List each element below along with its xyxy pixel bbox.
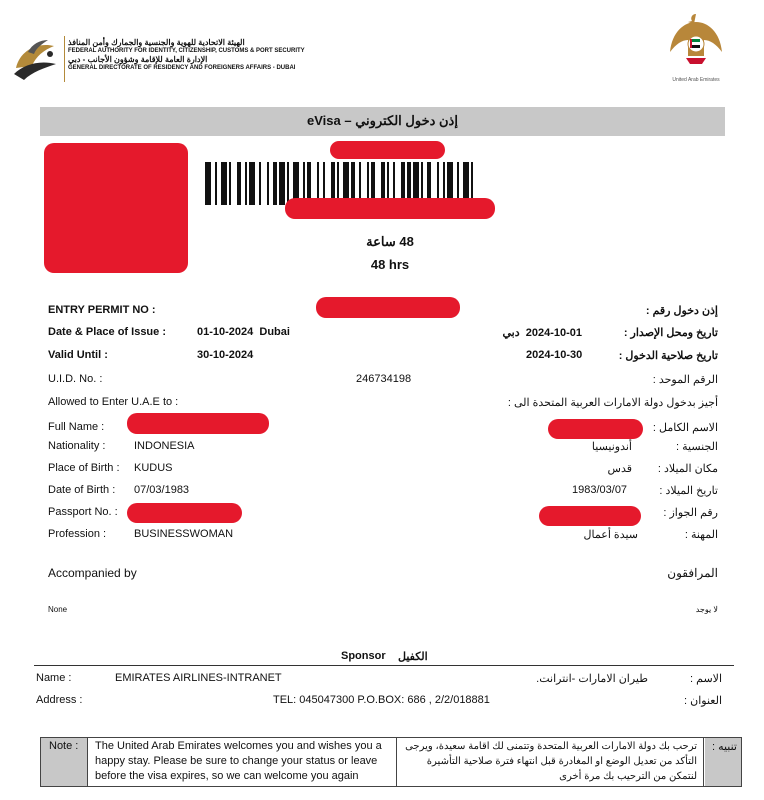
- dob-value-ar: 1983/03/07: [572, 484, 628, 496]
- authority-divider: [64, 36, 65, 82]
- emblem-caption: United Arab Emirates: [672, 77, 720, 83]
- authority-ar-1: الهيئة الاتحادية للهوية والجنسية والجمارك وأمن المنافذ: [68, 38, 245, 47]
- uid-label-ar: الرقم الموحد :: [652, 374, 718, 386]
- allowed-label-en: Allowed to Enter U.A.E to :: [48, 396, 179, 408]
- dob-value-en: 07/03/1983: [134, 484, 190, 496]
- uid-value: 246734198: [356, 373, 412, 385]
- allowed-label-ar: أجيز بدخول دولة الامارات العربية المتحدة الى :: [507, 397, 718, 409]
- sponsor-name-label-en: Name :: [36, 672, 72, 684]
- dob-label-ar: تاريخ الميلاد :: [659, 485, 718, 497]
- nationality-value-ar: أندونيسيا: [591, 441, 632, 453]
- barcode-bar: [237, 162, 241, 205]
- note-text-en: The United Arab Emirates welcomes you and wishes you a happy stay. Please be sure to change your status or leave before the visa expires, so we can welcome you again: [95, 740, 382, 782]
- nationality-label-en: Nationality :: [48, 440, 106, 452]
- barcode-bar: [259, 162, 261, 205]
- sponsor-name-value-en: EMIRATES AIRLINES-INTRANET: [115, 672, 282, 684]
- pob-label-en: Place of Birth :: [48, 462, 120, 474]
- barcode-bar: [221, 162, 227, 205]
- note-text-ar: ترحب بك دولة الامارات العربية المتحدة وتتمنى لك اقامة سعيدة، ويرجى التأكد من تعديل الوضع او المغادرة قبل انتهاء فترة صلاحية التأشيرة لنتمكن من الترحيب بك مرة أخرى: [405, 741, 697, 782]
- duration-ar: 48 ساعة: [366, 234, 414, 249]
- nationality-label-ar: الجنسية :: [676, 441, 718, 453]
- evisa-title: إذن دخول الكتروني – eVisa: [307, 113, 458, 128]
- sponsor-divider: [34, 665, 734, 666]
- profession-value-ar: سيدة أعمال: [583, 529, 638, 541]
- valid-value-en: 30-10-2024: [197, 349, 254, 361]
- accompanied-value-ar: لا يوجد: [695, 605, 718, 614]
- profession-label-ar: المهنة :: [684, 529, 718, 541]
- fullname-label-ar: الاسم الكامل :: [652, 422, 718, 434]
- fullname-label-en: Full Name :: [48, 421, 105, 433]
- issue-value-en: 01-10-2024 Dubai: [197, 326, 290, 338]
- barcode: [205, 0, 575, 210]
- redacted-barcode-number: [285, 198, 495, 219]
- authority-logo: [10, 30, 60, 85]
- pob-label-ar: مكان الميلاد :: [657, 463, 718, 475]
- redacted-passport-en: [127, 503, 242, 523]
- issue-label-ar: تاريخ ومحل الإصدار :: [623, 327, 718, 339]
- barcode-bar: [279, 162, 285, 205]
- note-label-ar-cell: [705, 738, 741, 786]
- profession-label-en: Profession :: [48, 528, 107, 540]
- duration-en: 48 hrs: [370, 257, 410, 272]
- valid-label-en: Valid Until :: [48, 349, 108, 361]
- redacted-fullname-ar: [548, 419, 643, 439]
- accompanied-value-en: None: [48, 605, 68, 614]
- note-box: [40, 737, 742, 787]
- note-label-cell: [41, 738, 88, 786]
- sponsor-name-value-ar: طيران الامارات -انترانت.: [536, 673, 648, 685]
- valid-label-ar: تاريخ صلاحية الدخول :: [618, 350, 718, 362]
- pob-value-ar: قدس: [607, 463, 632, 475]
- accompanied-label-ar: المرافقون: [667, 566, 718, 580]
- nationality-value-en: INDONESIA: [134, 440, 195, 452]
- sponsor-address-label-ar: العنوان :: [684, 695, 722, 707]
- entry-permit-label-ar: إذن دخول رقم :: [645, 305, 718, 317]
- issue-value-ar: 2024-10-01 دبي: [502, 327, 582, 339]
- uae-emblem: [666, 8, 726, 83]
- barcode-bar: [205, 162, 211, 205]
- authority-en-2: GENERAL DIRECTORATE OF RESIDENCY AND FOREIGNERS AFFAIRS - DUBAI: [68, 65, 296, 71]
- sponsor-address-label-en: Address :: [36, 694, 83, 706]
- barcode-bar: [267, 162, 269, 205]
- barcode-bar: [215, 162, 217, 205]
- accompanied-label-en: Accompanied by: [48, 566, 137, 580]
- note-label-ar: تنبيه :: [711, 741, 737, 753]
- passport-label-ar: رقم الجواز :: [663, 507, 718, 519]
- entry-permit-label-en: ENTRY PERMIT NO :: [48, 304, 156, 316]
- barcode-bar: [273, 162, 277, 205]
- issue-label-en: Date & Place of Issue :: [48, 326, 166, 338]
- pob-value-en: KUDUS: [134, 462, 173, 474]
- barcode-bar: [229, 162, 231, 205]
- uid-label-en: U.I.D. No. :: [48, 373, 103, 385]
- profession-value-en: BUSINESSWOMAN: [134, 528, 234, 540]
- redacted-fullname-en: [127, 413, 269, 434]
- redacted-passport-ar: [539, 506, 641, 526]
- barcode-bar: [249, 162, 255, 205]
- note-label-en: Note :: [49, 740, 79, 752]
- note-text-en-cell: [89, 738, 397, 786]
- valid-value-ar: 2024-10-30: [526, 349, 583, 361]
- redacted-photo: [44, 143, 188, 273]
- sponsor-name-label-ar: الاسم :: [690, 673, 722, 685]
- sponsor-title-ar: الكفيل: [398, 651, 428, 663]
- barcode-bar: [245, 162, 247, 205]
- authority-en-1: FEDERAL AUTHORITY FOR IDENTITY, CITIZENSHIP, CUSTOMS & PORT SECURITY: [68, 48, 305, 54]
- dob-label-en: Date of Birth :: [48, 484, 116, 496]
- passport-label-en: Passport No. :: [48, 506, 118, 518]
- authority-ar-2: الإدارة العامة للإقامة وشؤون الأجانب - دبي: [68, 55, 208, 64]
- sponsor-title-en: Sponsor: [341, 650, 386, 662]
- sponsor-address-value: TEL: 045047300 P.O.BOX: 686 , 2/2/018881: [273, 694, 490, 706]
- redacted-entry-permit-no: [316, 297, 460, 318]
- note-text-ar-cell: [398, 738, 704, 786]
